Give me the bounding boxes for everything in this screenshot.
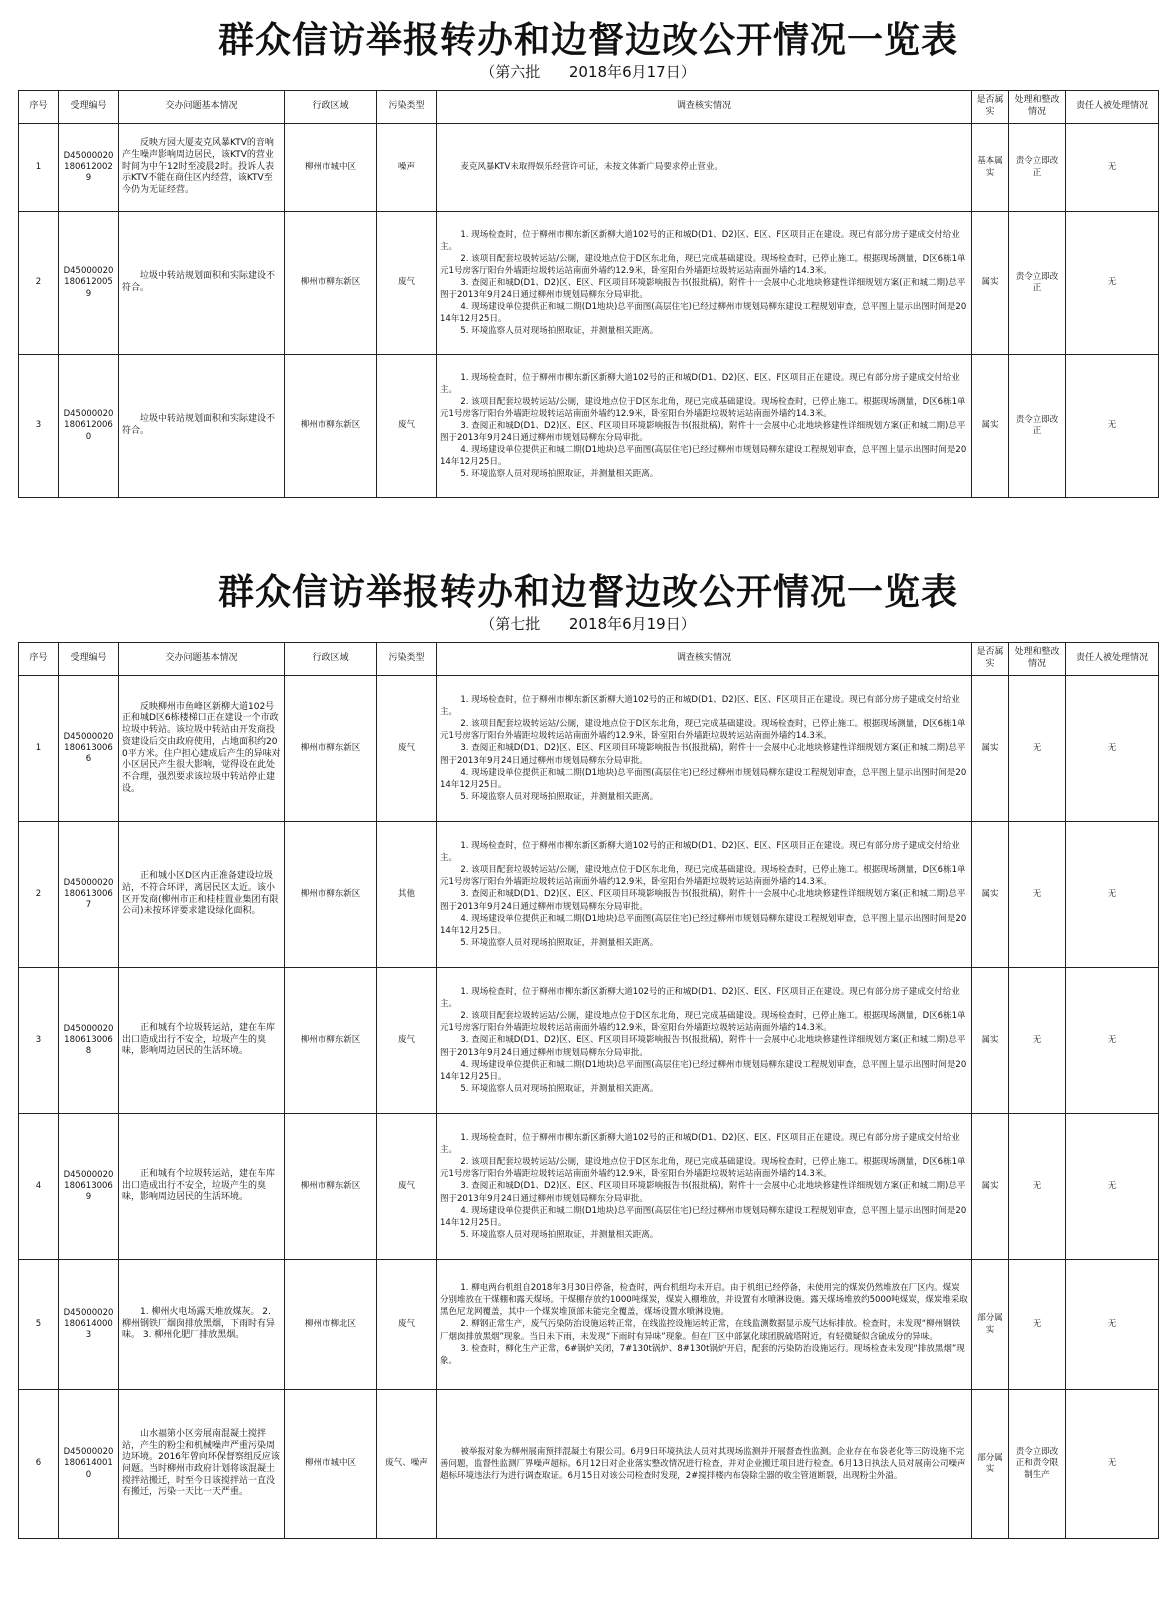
table-row bbox=[19, 822, 1159, 968]
investigation-line: 4. 现场建设单位提供正和城二期(D1地块)总平面图(高层住宅)已经过柳州市规划局柳东建设工程规划审查，总平图上显示出图时间是2014年12月25日。 bbox=[440, 913, 967, 936]
report-table bbox=[18, 90, 1159, 498]
row-investigation bbox=[437, 1114, 972, 1260]
row-problem: 正和城有个垃圾转运站，建在车库出口造成出行不安全，垃圾产生的臭味，影响周边居民的生活环境。 bbox=[119, 1114, 285, 1260]
investigation-line: 2. 该项目配套垃圾转运站/公厕，建设地点位于D区东北角，现已完成基础建设。现场检查时，已停止施工。根据现场测量，D区6栋1单元1号房客厅阳台外墙距垃圾转运站南面外墙约12.9米，卧室阳台外墙距垃圾转运站南面外墙约14.3米。 bbox=[440, 396, 966, 419]
investigation-line: 4. 现场建设单位提供正和城二期(D1地块)总平面图(高层住宅)已经过柳州市规划局柳东建设工程规划审查，总平图上显示出图时间是2014年12月25日。 bbox=[440, 1205, 967, 1228]
row-no: 2 bbox=[19, 822, 59, 968]
batch-7-section bbox=[18, 570, 1158, 1539]
table-row bbox=[19, 355, 1159, 498]
row-accountability: 无 bbox=[1066, 822, 1159, 968]
row-no: 3 bbox=[19, 355, 59, 498]
table-header-row bbox=[19, 91, 1159, 124]
table-row bbox=[19, 968, 1159, 1114]
investigation-line: 3. 查阅正和城D(D1、D2)区、E区、F区项目环境影响报告书(报批稿)，附件十一会展中心北地块修建性详细规划方案(正和城二期)总平图于2013年9月24日通过柳州市规划局柳东分局审批。 bbox=[440, 1181, 966, 1204]
row-accountability: 无 bbox=[1066, 212, 1159, 355]
row-area: 柳州市柳东新区 bbox=[285, 1114, 377, 1260]
investigation-line: 2. 该项目配套垃圾转运站/公厕，建设地点位于D区东北角，现已完成基础建设。现场检查时，已停止施工。根据现场测量，D区6栋1单元1号房客厅阳台外墙距垃圾转运站南面外墙约12.9米，卧室阳台外墙距垃圾转运站南面外墙约14.3米。 bbox=[440, 719, 966, 742]
row-verified: 属实 bbox=[972, 355, 1009, 498]
table-row bbox=[19, 676, 1159, 822]
row-investigation bbox=[437, 1390, 972, 1539]
row-accountability: 无 bbox=[1066, 1260, 1159, 1390]
row-pollution: 废气 bbox=[377, 1260, 437, 1390]
col-header-problem: 交办问题基本情况 bbox=[119, 91, 285, 124]
row-area: 柳州市柳东新区 bbox=[285, 676, 377, 822]
row-pollution: 噪声 bbox=[377, 124, 437, 212]
table-row bbox=[19, 212, 1159, 355]
row-verified: 属实 bbox=[972, 822, 1009, 968]
row-handling: 无 bbox=[1009, 968, 1066, 1114]
investigation-line: 麦克风暴KTV未取得娱乐经营许可证，未按文体新广局要求停止营业。 bbox=[460, 162, 723, 173]
investigation-line: 3. 查阅正和城D(D1、D2)区、E区、F区项目环境影响报告书(报批稿)，附件十一会展中心北地块修建性详细规划方案(正和城二期)总平图于2013年9月24日通过柳州市规划局柳东分局审批。 bbox=[440, 277, 966, 301]
investigation-line: 4. 现场建设单位提供正和城二期(D1地块)总平面图(高层住宅)已经过柳州市规划局柳东建设工程规划审查，总平图上显示出图时间是2014年12月25日。 bbox=[440, 767, 967, 790]
col-header-handling: 处理和整改情况 bbox=[1009, 643, 1066, 676]
row-code: D450000201806130066 bbox=[59, 676, 119, 822]
col-header-accountability: 责任人被处理情况 bbox=[1066, 91, 1159, 124]
investigation-line: 3. 查阅正和城D(D1、D2)区、E区、F区项目环境影响报告书(报批稿)，附件十一会展中心北地块修建性详细规划方案(正和城二期)总平图于2013年9月24日通过柳州市规划局柳东分局审批。 bbox=[440, 420, 966, 444]
investigation-line: 2. 该项目配套垃圾转运站/公厕，建设地点位于D区东北角，现已完成基础建设。现场检查时，已停止施工。根据现场测量，D区6栋1单元1号房客厅阳台外墙距垃圾转运站南面外墙约12.9米，卧室阳台外墙距垃圾转运站南面外墙约14.3米。 bbox=[440, 253, 966, 276]
investigation-line: 3. 查阅正和城D(D1、D2)区、E区、F区项目环境影响报告书(报批稿)，附件十一会展中心北地块修建性详细规划方案(正和城二期)总平图于2013年9月24日通过柳州市规划局柳东分局审批。 bbox=[440, 1035, 966, 1058]
row-code: D450000201806130067 bbox=[59, 822, 119, 968]
report-table bbox=[18, 642, 1159, 1539]
row-pollution: 废气 bbox=[377, 676, 437, 822]
row-verified: 属实 bbox=[972, 1114, 1009, 1260]
col-header-code: 受理编号 bbox=[59, 91, 119, 124]
row-code: D450000201806120060 bbox=[59, 355, 119, 498]
row-no: 4 bbox=[19, 1114, 59, 1260]
col-header-verified: 是否属实 bbox=[972, 91, 1009, 124]
row-code: D450000201806120029 bbox=[59, 124, 119, 212]
row-no: 2 bbox=[19, 212, 59, 355]
row-accountability: 无 bbox=[1066, 124, 1159, 212]
row-code: D450000201806130068 bbox=[59, 968, 119, 1114]
row-area: 柳州市柳东新区 bbox=[285, 355, 377, 498]
row-handling: 责令立即改正 bbox=[1009, 355, 1066, 498]
investigation-line: 1. 现场检查时，位于柳州市柳东新区新柳大道102号的正和城D(D1、D2)区、E区、F区项目正在建设。现已有部分房子建成交付给业主。 bbox=[440, 372, 960, 395]
row-problem: 山水福第小区旁展南混凝土搅拌站，产生的粉尘和机械噪声严重污染周边环境。2016年曾向环保督察组反应该问题。当时柳州市政府计划将该混凝土搅拌站搬迁，时至今日该搅拌站一直没有搬迁，污染一天比一天严重。 bbox=[119, 1390, 285, 1539]
row-accountability: 无 bbox=[1066, 968, 1159, 1114]
row-pollution: 废气、噪声 bbox=[377, 1390, 437, 1539]
row-problem: 正和城有个垃圾转运站，建在车库出口造成出行不安全，垃圾产生的臭味，影响周边居民的生活环境。 bbox=[119, 968, 285, 1114]
row-area: 柳州市城中区 bbox=[285, 1390, 377, 1539]
col-header-pollution: 污染类型 bbox=[377, 643, 437, 676]
row-verified: 基本属实 bbox=[972, 124, 1009, 212]
row-verified: 属实 bbox=[972, 968, 1009, 1114]
table-row bbox=[19, 1260, 1159, 1390]
col-header-pollution: 污染类型 bbox=[377, 91, 437, 124]
batch-subtitle: （第六批 2018年6月17日） bbox=[480, 63, 696, 81]
row-verified: 属实 bbox=[972, 676, 1009, 822]
col-header-area: 行政区域 bbox=[285, 643, 377, 676]
row-no: 5 bbox=[19, 1260, 59, 1390]
row-no: 6 bbox=[19, 1390, 59, 1539]
row-handling: 责令立即改正 bbox=[1009, 124, 1066, 212]
col-header-code: 受理编号 bbox=[59, 643, 119, 676]
investigation-line: 3. 查阅正和城D(D1、D2)区、E区、F区项目环境影响报告书(报批稿)，附件十一会展中心北地块修建性详细规划方案(正和城二期)总平图于2013年9月24日通过柳州市规划局柳东分局审批。 bbox=[440, 889, 966, 912]
investigation-line: 5. 环境监察人员对现场拍照取证，并测量相关距离。 bbox=[460, 791, 659, 802]
investigation-line: 被举报对象为柳州展南预拌混凝土有限公司。6月9日环境执法人员对其现场监测并开展督查性监测。企业存在布袋老化等三防设施不完善问题，监督性监测厂界噪声超标。6月12日对企业落实整改情况进行检查，并对企业搬迁项目进行检查。6月13日执法人员对展南公司噪声超标环境违法行为进行调查取证。6月15日对该公司检查时发现，2#搅拌楼内布袋除尘器的收尘管道断裂，出现粉尘外溢。 bbox=[440, 1446, 966, 1482]
row-handling: 无 bbox=[1009, 1114, 1066, 1260]
row-handling: 责令立即改正 bbox=[1009, 212, 1066, 355]
row-code: D450000201806140010 bbox=[59, 1390, 119, 1539]
row-verified: 属实 bbox=[972, 212, 1009, 355]
row-area: 柳州市柳北区 bbox=[285, 1260, 377, 1390]
row-area: 柳州市柳东新区 bbox=[285, 822, 377, 968]
row-pollution: 废气 bbox=[377, 212, 437, 355]
row-accountability: 无 bbox=[1066, 1114, 1159, 1260]
row-investigation bbox=[437, 822, 972, 968]
investigation-line: 4. 现场建设单位提供正和城二期(D1地块)总平面图(高层住宅)已经过柳州市规划局柳东建设工程规划审查，总平图上显示出图时间是2014年12月25日。 bbox=[440, 1059, 967, 1082]
row-no: 3 bbox=[19, 968, 59, 1114]
row-pollution: 废气 bbox=[377, 1114, 437, 1260]
row-accountability: 无 bbox=[1066, 355, 1159, 498]
investigation-line: 1. 现场检查时，位于柳州市柳东新区新柳大道102号的正和城D(D1、D2)区、E区、F区项目正在建设。现已有部分房子建成交付给业主。 bbox=[440, 1133, 960, 1156]
row-handling: 无 bbox=[1009, 676, 1066, 822]
investigation-line: 2. 该项目配套垃圾转运站/公厕，建设地点位于D区东北角，现已完成基础建设。现场检查时，已停止施工。根据现场测量，D区6栋1单元1号房客厅阳台外墙距垃圾转运站南面外墙约12.9米，卧室阳台外墙距垃圾转运站南面外墙约14.3米。 bbox=[440, 865, 966, 888]
investigation-line: 1. 现场检查时，位于柳州市柳东新区新柳大道102号的正和城D(D1、D2)区、E区、F区项目正在建设。现已有部分房子建成交付给业主。 bbox=[440, 987, 960, 1010]
page-title: 群众信访举报转办和边督边改公开情况一览表 bbox=[217, 571, 958, 613]
row-accountability: 无 bbox=[1066, 676, 1159, 822]
row-verified: 部分属实 bbox=[972, 1260, 1009, 1390]
col-header-verified: 是否属实 bbox=[972, 643, 1009, 676]
row-handling: 无 bbox=[1009, 822, 1066, 968]
row-investigation bbox=[437, 355, 972, 498]
investigation-line: 3. 检查时，柳化生产正常，6#锅炉关闭，7#130t锅炉、8#130t锅炉开启，配套的污染防治设施运行。现场检查未发现“排放黑烟”现象。 bbox=[440, 1343, 965, 1366]
row-problem: 反映方园大厦麦克风暴KTV的音响产生噪声影响周边居民，该KTV的营业时间为中午12时至凌晨2时。投诉人表示KTV不能在商住区内经营，该KTV至今仍为无证经营。 bbox=[119, 124, 285, 212]
row-problem: 垃圾中转站规划面积和实际建设不符合。 bbox=[119, 355, 285, 498]
row-investigation bbox=[437, 968, 972, 1114]
table-row bbox=[19, 124, 1159, 212]
page-title: 群众信访举报转办和边督边改公开情况一览表 bbox=[217, 19, 958, 61]
investigation-line: 1. 现场检查时，位于柳州市柳东新区新柳大道102号的正和城D(D1、D2)区、E区、F区项目正在建设。现已有部分房子建成交付给业主。 bbox=[440, 695, 960, 718]
col-header-no: 序号 bbox=[19, 643, 59, 676]
col-header-investigation: 调查核实情况 bbox=[437, 643, 972, 676]
col-header-problem: 交办问题基本情况 bbox=[119, 643, 285, 676]
col-header-handling: 处理和整改情况 bbox=[1009, 91, 1066, 124]
col-header-no: 序号 bbox=[19, 91, 59, 124]
investigation-line: 1. 柳电两台机组自2018年3月30日停备，检查时，两台机组均未开启。由于机组已经停备，未使用完的煤炭仍然堆放在厂区内。煤炭分别堆放在干煤棚和露天煤场。干煤棚存放约1000吨煤炭，煤炭入棚堆放，并设置有水喷淋设施。露天煤场堆放约5000吨煤炭，煤炭堆采取黑色尼龙网覆盖，其中一个煤炭堆顶部未能完全覆盖，煤场设置水喷淋设施。 bbox=[440, 1283, 968, 1318]
investigation-line: 3. 查阅正和城D(D1、D2)区、E区、F区项目环境影响报告书(报批稿)，附件十一会展中心北地块修建性详细规划方案(正和城二期)总平图于2013年9月24日通过柳州市规划局柳东分局审批。 bbox=[440, 743, 966, 766]
row-no: 1 bbox=[19, 124, 59, 212]
col-header-investigation: 调查核实情况 bbox=[437, 91, 972, 124]
batch-6-section bbox=[18, 18, 1158, 498]
row-problem: 1. 柳州火电场露天堆放煤灰。 2. 柳州钢铁厂烟囱排放黑烟，下雨时有异味。 3. 柳州化肥厂排放黑烟。 bbox=[119, 1260, 285, 1390]
row-problem: 反映柳州市鱼峰区新柳大道102号正和城D区6栋楼梯口正在建设一个市政垃圾中转站。该垃圾中转站由开发商投资建设后交由政府使用，占地面积约200平方米。住户担心建成后产生的异味对小区居民产生很大影响，觉得设在此处不合理，强烈要求该垃圾中转站停止建设。 bbox=[119, 676, 285, 822]
row-accountability: 无 bbox=[1066, 1390, 1159, 1539]
row-pollution: 其他 bbox=[377, 822, 437, 968]
investigation-line: 4. 现场建设单位提供正和城二期(D1地块)总平面图(高层住宅)已经过柳州市规划局柳东建设工程规划审查，总平图上显示出图时间是2014年12月25日。 bbox=[440, 302, 967, 325]
row-pollution: 废气 bbox=[377, 355, 437, 498]
row-handling: 无 bbox=[1009, 1260, 1066, 1390]
row-code: D450000201806120059 bbox=[59, 212, 119, 355]
investigation-line: 5. 环境监察人员对现场拍照取证，并测量相关距离。 bbox=[460, 1083, 659, 1094]
row-investigation bbox=[437, 212, 972, 355]
investigation-line: 2. 该项目配套垃圾转运站/公厕，建设地点位于D区东北角，现已完成基础建设。现场检查时，已停止施工。根据现场测量，D区6栋1单元1号房客厅阳台外墙距垃圾转运站南面外墙约12.9米，卧室阳台外墙距垃圾转运站南面外墙约14.3米。 bbox=[440, 1011, 966, 1034]
table-row bbox=[19, 1390, 1159, 1539]
investigation-line: 5. 环境监察人员对现场拍照取证，并测量相关距离。 bbox=[460, 469, 659, 480]
table-header-row bbox=[19, 643, 1159, 676]
row-verified: 部分属实 bbox=[972, 1390, 1009, 1539]
row-code: D450000201806130069 bbox=[59, 1114, 119, 1260]
investigation-line: 2. 柳钢正常生产，废气污染防治设施运转正常，在线监控设施运转正常，在线监测数据显示废气达标排放。检查时，未发现“柳州钢铁厂烟囱排放黑烟”现象。当日未下雨，未发现“下雨时有异味”现象。但在厂区中部氯化球团脱硫塔附近，有轻微疑似含硫成分的异味。 bbox=[440, 1319, 961, 1342]
investigation-line: 1. 现场检查时，位于柳州市柳东新区新柳大道102号的正和城D(D1、D2)区、E区、F区项目正在建设。现已有部分房子建成交付给业主。 bbox=[440, 841, 960, 864]
row-handling: 责令立即改正和责令限制生产 bbox=[1009, 1390, 1066, 1539]
row-investigation bbox=[437, 676, 972, 822]
row-area: 柳州市柳东新区 bbox=[285, 212, 377, 355]
row-problem: 垃圾中转站规划面积和实际建设不符合。 bbox=[119, 212, 285, 355]
col-header-area: 行政区域 bbox=[285, 91, 377, 124]
investigation-line: 2. 该项目配套垃圾转运站/公厕，建设地点位于D区东北角，现已完成基础建设。现场检查时，已停止施工。根据现场测量，D区6栋1单元1号房客厅阳台外墙距垃圾转运站南面外墙约12.9米，卧室阳台外墙距垃圾转运站南面外墙约14.3米。 bbox=[440, 1157, 966, 1180]
col-header-accountability: 责任人被处理情况 bbox=[1066, 643, 1159, 676]
row-investigation bbox=[437, 124, 972, 212]
batch-subtitle: （第七批 2018年6月19日） bbox=[480, 615, 696, 633]
row-code: D450000201806140003 bbox=[59, 1260, 119, 1390]
row-pollution: 废气 bbox=[377, 968, 437, 1114]
investigation-line: 5. 环境监察人员对现场拍照取证，并测量相关距离。 bbox=[460, 937, 659, 948]
row-area: 柳州市城中区 bbox=[285, 124, 377, 212]
investigation-line: 4. 现场建设单位提供正和城二期(D1地块)总平面图(高层住宅)已经过柳州市规划局柳东建设工程规划审查，总平图上显示出图时间是2014年12月25日。 bbox=[440, 445, 967, 468]
investigation-line: 5. 环境监察人员对现场拍照取证，并测量相关距离。 bbox=[460, 326, 659, 337]
investigation-line: 1. 现场检查时，位于柳州市柳东新区新柳大道102号的正和城D(D1、D2)区、E区、F区项目正在建设。现已有部分房子建成交付给业主。 bbox=[440, 229, 960, 252]
investigation-line: 5. 环境监察人员对现场拍照取证，并测量相关距离。 bbox=[460, 1229, 659, 1240]
row-problem: 正和城小区D区内正准备建设垃圾站，不符合环评，离居民区太近。该小区开发商(柳州市正和桂桂置业集团有限公司)未按环评要求建设绿化面积。 bbox=[119, 822, 285, 968]
row-area: 柳州市柳东新区 bbox=[285, 968, 377, 1114]
table-row bbox=[19, 1114, 1159, 1260]
row-no: 1 bbox=[19, 676, 59, 822]
row-investigation bbox=[437, 1260, 972, 1390]
